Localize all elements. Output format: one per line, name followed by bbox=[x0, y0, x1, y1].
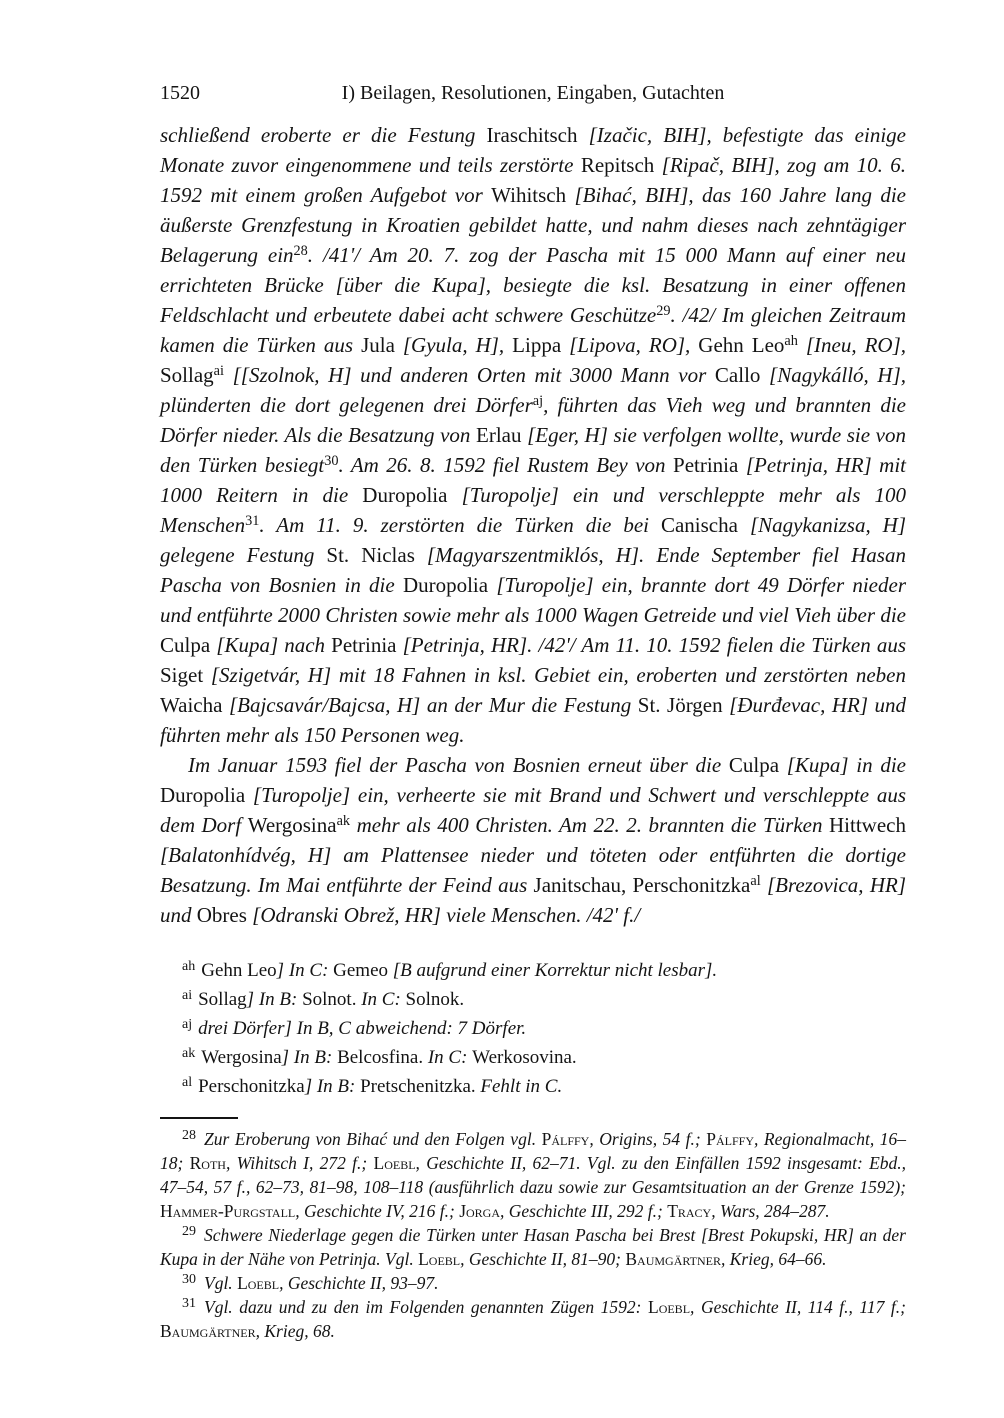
text-segment: , Wihitsch I, 272 f.; bbox=[225, 1153, 374, 1173]
text-segment: [Magyarszentmiklós, H]. Ende September fiel Hasan Pascha von Bosnien in die bbox=[160, 543, 906, 597]
text-segment: In C: bbox=[361, 989, 406, 1010]
footnote bbox=[160, 1271, 906, 1295]
note-label: al bbox=[182, 1074, 193, 1090]
text-segment: , Krieg, 68. bbox=[255, 1321, 335, 1341]
text-segment: [Bihać, BIH], das 160 Jahre lang die äußerste Grenzfestung in Kroatien gebildet hatte, und nahm dieses nach zehntägiger Belagerung ein bbox=[160, 183, 906, 267]
text-segment: Obres bbox=[196, 903, 253, 927]
note-marker: al bbox=[750, 872, 761, 889]
note-label: 30 bbox=[182, 1272, 196, 1288]
apparatus-notes bbox=[160, 956, 906, 1101]
text-segment: mehr als 400 Christen. Am 22. 2. brannten die Türken bbox=[350, 813, 830, 837]
text-segment: In C: bbox=[427, 1047, 473, 1068]
text-segment: Baumgärtner bbox=[625, 1249, 721, 1269]
text-segment: [Petrinja, HR]. /42'/ Am 11. 10. 1592 fielen die Türken aus bbox=[402, 633, 907, 657]
footnote bbox=[160, 1295, 906, 1343]
text-segment: Gemeo bbox=[333, 960, 393, 981]
text-segment: Jorga bbox=[459, 1201, 501, 1221]
text-segment: Erlau bbox=[476, 423, 528, 447]
text-segment: Petrinia bbox=[673, 453, 746, 477]
text-segment: Loebl bbox=[237, 1273, 280, 1293]
text-segment: Fehlt in C. bbox=[480, 1076, 563, 1097]
apparatus-note bbox=[160, 956, 906, 985]
footnote bbox=[160, 1127, 906, 1223]
text-segment: Waicha bbox=[160, 693, 229, 717]
text-segment: . Am 26. 8. 1592 fiel Rustem Bey von bbox=[338, 453, 674, 477]
text-segment: Wihitsch bbox=[491, 183, 575, 207]
text-segment: Loebl bbox=[418, 1249, 461, 1269]
text-segment: [Turopolje] ein, verheerte sie mit Brand und Schwert und verschleppte aus dem Dorf bbox=[160, 783, 906, 837]
text-segment: Perschonitzka bbox=[198, 1076, 305, 1097]
text-segment: , Wars, 284–287. bbox=[711, 1201, 830, 1221]
text-segment: [B aufgrund einer Korrektur nicht lesbar]. bbox=[392, 960, 718, 981]
text-segment: [Ripač, BIH], zog am 10. 6. 1592 mit einem großen Aufgebot vor bbox=[160, 153, 907, 207]
text-segment: Tracy bbox=[667, 1201, 712, 1221]
text-segment: [Nagykálló, H], plünderten die dort gelegenen drei Dörfer bbox=[160, 363, 907, 417]
text-segment: Canischa bbox=[660, 513, 750, 537]
text-segment: Zur Eroberung von Bihać und den Folgen vgl. bbox=[204, 1129, 542, 1149]
text-segment: [Turopolje] ein, brannte dort 49 Dörfer nieder und entführte 2000 Christen sowie mehr als 1000 Wagen Getreide und viel Vieh über die bbox=[160, 573, 906, 627]
text-segment: [Kupa] in die bbox=[786, 753, 906, 777]
footnote bbox=[160, 1223, 906, 1271]
text-segment: Roth bbox=[189, 1153, 226, 1173]
text-segment: Solnot. bbox=[302, 989, 362, 1010]
running-title: I) Beilagen, Resolutionen, Eingaben, Gutachten bbox=[341, 82, 725, 104]
note-label: aj bbox=[182, 1016, 193, 1032]
text-segment: , Origins, 54 f.; bbox=[589, 1129, 707, 1149]
text-segment: Petrinia bbox=[331, 633, 403, 657]
text-segment: Wergosina bbox=[201, 1047, 282, 1068]
text-segment: Hammer-Purgstall bbox=[160, 1201, 296, 1221]
note-label: 28 bbox=[182, 1128, 196, 1144]
page-header bbox=[160, 82, 906, 110]
text-segment: , Regionalmacht, 16–18; bbox=[160, 1129, 906, 1173]
text-segment: , Geschichte II, 62–71. Vgl. zu den Einfällen 1592 insgesamt: Ebd., 47–54, 57 f., 62–73, 81–98, 108–118 (ausführlich dazu sowie zur Gesamtsituation an der Grenze 1592); bbox=[160, 1153, 907, 1197]
text-segment: , Geschichte III, 292 f.; bbox=[500, 1201, 668, 1221]
text-segment: Vgl. bbox=[204, 1273, 238, 1293]
note-marker: aj bbox=[532, 392, 544, 409]
text-segment: , führten das Vieh weg und brannten die Dörfer nieder. Als die Besatzung von bbox=[160, 393, 906, 447]
text-segment: Culpa bbox=[728, 753, 787, 777]
note-marker: 30 bbox=[324, 452, 339, 469]
text-segment: [Nagykanizsa, H] gelegene Festung bbox=[160, 513, 907, 567]
body-paragraph bbox=[160, 120, 906, 750]
apparatus-note bbox=[160, 1072, 906, 1101]
text-segment: . /42/ Im gleichen Zeitraum kamen die Türken aus bbox=[160, 303, 906, 357]
note-label: ai bbox=[182, 987, 193, 1003]
text-segment: Vgl. dazu und zu den im Folgenden genannten Zügen 1592: bbox=[204, 1297, 648, 1317]
text-segment: , Geschichte II, 93–97. bbox=[279, 1273, 439, 1293]
note-label: ah bbox=[182, 958, 196, 974]
text-segment: [Gyula, H], bbox=[402, 333, 513, 357]
text-segment: ] In B: bbox=[281, 1047, 338, 1068]
text-segment: [Đurđevac, HR] und führten mehr als 150 Personen weg. bbox=[160, 693, 907, 747]
text-segment: [Turopolje] ein und verschleppte mehr als 100 Menschen bbox=[160, 483, 906, 537]
text-segment: . /41'/ Am 20. 7. zog der Pascha mit 15 000 Mann auf einer neu errichteten Brücke [über die Kupa], besiegte die ksl. Besatzung in einer offenen Feldschlacht und erbeutete dabei acht schwere Geschütze bbox=[160, 243, 906, 327]
apparatus-note bbox=[160, 985, 906, 1014]
text-segment: [Izačic, BIH], befestigte das einige Monate zuvor eingenommene und teils zerstörte bbox=[160, 123, 906, 177]
note-label: 29 bbox=[182, 1224, 196, 1240]
text-segment: , Geschichte IV, 216 f.; bbox=[295, 1201, 460, 1221]
text-segment: Sollag bbox=[198, 989, 247, 1010]
text-segment: [[Szolnok, H] und anderen Orten mit 3000 Mann vor bbox=[223, 363, 715, 387]
text-segment: Schwere Niederlage gegen die Türken unter Hasan Pascha bei Brest [Brest Pokupski, HR] an der Kupa in der Nähe von Petrinja. Vgl. bbox=[160, 1225, 906, 1269]
apparatus-note bbox=[160, 1043, 906, 1072]
text-segment: Janitschau, Perschonitzka bbox=[533, 873, 751, 897]
text-segment: Im Januar 1593 fiel der Pascha von Bosnien erneut über die bbox=[188, 753, 729, 777]
text-segment: Pálffy bbox=[541, 1129, 590, 1149]
text-segment: [Szigetvár, H] mit 18 Fahnen in ksl. Gebiet ein, eroberten und zerstörten neben bbox=[210, 663, 906, 687]
text-segment: Repitsch bbox=[580, 153, 662, 177]
text-segment: Duropolia bbox=[160, 783, 253, 807]
note-label: ak bbox=[182, 1045, 196, 1061]
text-segment: [Eger, H] sie verfolgen wollte, wurde sie von den Türken besiegt bbox=[160, 423, 906, 477]
text-segment: Lippa bbox=[512, 333, 570, 357]
apparatus-note bbox=[160, 1014, 906, 1043]
text-segment: [Lipova, RO], bbox=[569, 333, 699, 357]
note-marker: 31 bbox=[245, 512, 260, 529]
text-segment: Belcosfina. bbox=[337, 1047, 428, 1068]
text-segment: Jula bbox=[361, 333, 403, 357]
text-segment: Baumgärtner bbox=[160, 1321, 256, 1341]
footnotes bbox=[160, 1127, 906, 1343]
text-segment: drei Dörfer] In B, C abweichend: 7 Dörfer. bbox=[198, 1018, 527, 1039]
text-segment: Wergosina bbox=[247, 813, 337, 837]
text-segment: Siget bbox=[160, 663, 211, 687]
text-segment: ] In C: bbox=[276, 960, 334, 981]
text-segment: Gehn Leo bbox=[698, 333, 785, 357]
note-marker: ah bbox=[784, 332, 798, 349]
text-segment: Callo bbox=[714, 363, 770, 387]
text-segment: [Brezovica, HR] und bbox=[160, 873, 907, 927]
text-segment: [Kupa] nach bbox=[216, 633, 332, 657]
body-text bbox=[160, 120, 906, 930]
text-segment: St. Jörgen bbox=[637, 693, 730, 717]
note-marker: 29 bbox=[656, 302, 671, 319]
body-paragraph bbox=[160, 750, 906, 930]
text-segment: Werkosovina. bbox=[472, 1047, 577, 1068]
text-segment: St. Niclas bbox=[326, 543, 427, 567]
text-segment: Loebl bbox=[648, 1297, 691, 1317]
text-segment: . Am 11. 9. zerstörten die Türken die bei bbox=[259, 513, 661, 537]
text-segment: [Bajcsavár/Bajcsa, H] an der Mur die Festung bbox=[228, 693, 638, 717]
text-segment: Iraschitsch bbox=[486, 123, 589, 147]
note-marker: ai bbox=[213, 362, 224, 379]
text-segment: Gehn Leo bbox=[201, 960, 277, 981]
text-segment: Pretschenitzka. bbox=[360, 1076, 481, 1097]
text-segment: [Ineu, RO], bbox=[797, 333, 906, 357]
text-segment: Hittwech bbox=[829, 813, 906, 837]
text-segment: , Krieg, 64–66. bbox=[721, 1249, 827, 1269]
note-marker: ak bbox=[336, 812, 351, 829]
note-label: 31 bbox=[182, 1296, 196, 1312]
note-marker: 28 bbox=[293, 242, 308, 259]
text-segment: [Balatonhídvég, H] am Plattensee nieder und töteten oder entführten die dortige Besatzung. Im Mai entführte der Feind aus bbox=[160, 843, 906, 897]
page-number: 1520 bbox=[160, 82, 200, 104]
text-segment: [Odranski Obrež, HR] viele Menschen. /42' f./ bbox=[252, 903, 641, 927]
text-segment: [Petrinja, HR] mit 1000 Reitern in die bbox=[160, 453, 906, 507]
text-segment: Duropolia bbox=[362, 483, 462, 507]
text-segment: Duropolia bbox=[402, 573, 497, 597]
text-segment: , Geschichte II, 114 f., 117 f.; bbox=[690, 1297, 906, 1317]
text-segment: Culpa bbox=[160, 633, 217, 657]
text-segment: Sollag bbox=[160, 363, 214, 387]
text-segment: Solnok. bbox=[405, 989, 465, 1010]
text-segment: schließend eroberte er die Festung bbox=[160, 123, 487, 147]
text-segment: ] In B: bbox=[304, 1076, 361, 1097]
text-segment: ] In B: bbox=[246, 989, 303, 1010]
text-segment: Loebl bbox=[373, 1153, 416, 1173]
text-segment: Pálffy bbox=[706, 1129, 754, 1149]
footnote-rule bbox=[160, 1117, 238, 1119]
text-segment: , Geschichte II, 81–90; bbox=[460, 1249, 626, 1269]
